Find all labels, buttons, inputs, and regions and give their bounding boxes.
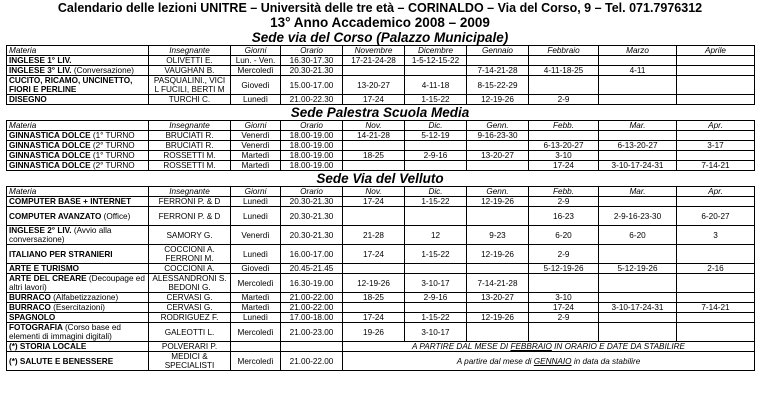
column-header: Febbraio xyxy=(529,46,599,56)
note-row xyxy=(7,352,755,371)
schedule-content xyxy=(0,30,760,371)
month-dates: 1-15-22 xyxy=(405,197,467,207)
month-dates xyxy=(405,264,467,274)
column-header: Giorni xyxy=(231,46,281,56)
teacher: VAUGHAN B. xyxy=(149,66,231,76)
note-text: A PARTIRE DAL MESE DI xyxy=(412,342,511,351)
day: Lunedì xyxy=(231,207,281,226)
time: 16.30-19.00 xyxy=(281,274,343,293)
month-dates: 3 xyxy=(677,226,755,245)
month-dates: 17-24 xyxy=(529,161,599,171)
month-dates xyxy=(677,56,755,66)
course-subtitle: (2° TURNO xyxy=(92,161,135,170)
course-name xyxy=(7,274,149,293)
month-dates: 7-14-21-28 xyxy=(467,66,529,76)
column-header: Giorni xyxy=(231,187,281,197)
day: Venerdì xyxy=(231,141,281,151)
day xyxy=(231,342,281,352)
month-dates: 12-19-26 xyxy=(467,197,529,207)
month-dates: 1-15-22 xyxy=(405,95,467,105)
course-subtitle: (1° TURNO xyxy=(92,151,135,160)
month-dates xyxy=(343,66,405,76)
month-dates: 3-10-17 xyxy=(405,274,467,293)
month-dates: 3-10-17 xyxy=(405,323,467,342)
teacher: COCCIONI A. FERRONI M. xyxy=(149,245,231,264)
month-dates xyxy=(467,207,529,226)
course-subtitle: (Office) xyxy=(103,211,131,221)
course-title: INGLESE 3° LIV. xyxy=(9,66,72,75)
column-header: Aprile xyxy=(677,46,755,56)
column-header: Dic. xyxy=(405,187,467,197)
section-title: Sede Palestra Scuola Media xyxy=(290,105,470,120)
course-title: FOTOGRAFIA xyxy=(9,323,63,332)
month-dates xyxy=(599,293,677,303)
month-dates xyxy=(599,131,677,141)
month-dates: 2-9 xyxy=(529,313,599,323)
table-row xyxy=(7,323,755,342)
teacher: POLVERARI P. xyxy=(149,342,231,352)
month-dates: 1-15-22 xyxy=(405,313,467,323)
month-dates xyxy=(677,313,755,323)
month-dates xyxy=(343,161,405,171)
course-name xyxy=(7,293,149,303)
month-dates xyxy=(677,197,755,207)
schedule-table xyxy=(6,45,755,105)
month-dates: 2-9-16-23-30 xyxy=(599,207,677,226)
month-dates: 13-20-27 xyxy=(467,151,529,161)
month-dates xyxy=(677,95,755,105)
month-dates: 3-10-17-24-31 xyxy=(599,161,677,171)
month-dates xyxy=(599,76,677,95)
month-dates: 3-10 xyxy=(529,293,599,303)
month-dates xyxy=(529,274,599,293)
month-dates xyxy=(467,141,529,151)
course-name xyxy=(7,207,149,226)
column-header: Genn. xyxy=(467,121,529,131)
month-dates: 12 xyxy=(405,226,467,245)
note-text: IN ORARIO E DATE DA STABILIRE xyxy=(551,342,685,351)
day: Lunedì xyxy=(231,197,281,207)
time: 20.30-21.30 xyxy=(281,66,343,76)
month-dates xyxy=(677,151,755,161)
teacher: OLIVETTI E. xyxy=(149,56,231,66)
month-dates: 9-16-23-30 xyxy=(467,131,529,141)
month-dates xyxy=(677,66,755,76)
table-row xyxy=(7,141,755,151)
course-name xyxy=(7,141,149,151)
time: 17.00-18.00 xyxy=(281,313,343,323)
course-title: INGLESE 2° LIV. xyxy=(9,226,72,235)
month-dates xyxy=(343,303,405,313)
table-row xyxy=(7,66,755,76)
course-title: SPAGNOLO xyxy=(9,313,56,322)
table-row xyxy=(7,274,755,293)
teacher: BRUCIATI R. xyxy=(149,141,231,151)
teacher: ROSSETTI M. xyxy=(149,161,231,171)
month-dates: 5-12-19-26 xyxy=(599,264,677,274)
course-title: ARTE DEL CREARE xyxy=(9,274,87,283)
day: Martedì xyxy=(231,161,281,171)
time: 21.00-22.00 xyxy=(281,303,343,313)
month-dates: 17-24 xyxy=(343,197,405,207)
time: 20.30-21.30 xyxy=(281,197,343,207)
course-title: ARTE E TURISMO xyxy=(9,264,80,273)
month-dates xyxy=(467,303,529,313)
column-header: Materia xyxy=(7,46,149,56)
month-dates: 14-21-28 xyxy=(343,131,405,141)
month-dates xyxy=(529,131,599,141)
month-dates xyxy=(599,245,677,264)
table-row xyxy=(7,245,755,264)
time: 18.00-19.00 xyxy=(281,161,343,171)
section-title: Sede Via del Velluto xyxy=(316,171,444,186)
month-dates: 19-26 xyxy=(343,323,405,342)
month-dates xyxy=(529,323,599,342)
time: 18.00-19.00 xyxy=(281,141,343,151)
course-name xyxy=(7,264,149,274)
day: Lunedì xyxy=(231,245,281,264)
month-dates xyxy=(599,95,677,105)
table-row xyxy=(7,161,755,171)
month-dates: 13-20-27 xyxy=(343,76,405,95)
time xyxy=(281,342,343,352)
month-dates: 9-23 xyxy=(467,226,529,245)
course-subtitle: (Corso base ed elementi di immagini digitali) xyxy=(9,323,121,341)
header-row xyxy=(7,187,755,197)
time: 18.00-19.00 xyxy=(281,151,343,161)
column-header: Dic. xyxy=(405,121,467,131)
course-name xyxy=(7,313,149,323)
table-row xyxy=(7,197,755,207)
month-dates: 1-5-12-15-22 xyxy=(405,56,467,66)
month-dates xyxy=(405,66,467,76)
month-dates: 18-25 xyxy=(343,151,405,161)
course-title: GINNASTICA DOLCE xyxy=(9,161,91,170)
time: 20.45-21.45 xyxy=(281,264,343,274)
month-dates: 3-10-17-24-31 xyxy=(599,303,677,313)
month-dates: 3-10 xyxy=(529,151,599,161)
course-name xyxy=(7,76,149,95)
course-subtitle: (Avvio alla conversazione) xyxy=(9,226,112,244)
title-line-2: 13° Anno Accademico 2008 – 2009 xyxy=(270,15,490,30)
day: Mercoledì xyxy=(231,323,281,342)
teacher: GALEOTTI L. xyxy=(149,323,231,342)
month-dates: 7-14-21-28 xyxy=(467,274,529,293)
teacher: SAMORY G. xyxy=(149,226,231,245)
column-header: Mar. xyxy=(599,187,677,197)
month-dates: 4-11-18-25 xyxy=(529,66,599,76)
month-dates xyxy=(343,264,405,274)
month-dates xyxy=(405,303,467,313)
month-dates xyxy=(599,151,677,161)
teacher: MEDICI & SPECIALISTI xyxy=(149,352,231,371)
column-header: Apr. xyxy=(677,121,755,131)
time: 18.00-19.00 xyxy=(281,131,343,141)
table-row xyxy=(7,56,755,66)
course-title: BURRACO xyxy=(9,293,51,302)
course-name xyxy=(7,323,149,342)
column-header: Gennaio xyxy=(467,46,529,56)
title-line-1: Calendario delle lezioni UNITRE – Università delle tre età – CORINALDO – Via del Corso, 9 – Tel. 071.7976312 xyxy=(57,1,703,15)
month-dates xyxy=(467,161,529,171)
course-name xyxy=(7,66,149,76)
course-title: GINNASTICA DOLCE xyxy=(9,131,91,140)
schedule-note xyxy=(343,342,755,352)
course-title: GINNASTICA DOLCE xyxy=(9,151,91,160)
day: Lunedì xyxy=(231,95,281,105)
course-subtitle: (Esercitazioni) xyxy=(53,303,106,312)
month-dates: 8-15-22-29 xyxy=(467,76,529,95)
column-header: Febb. xyxy=(529,187,599,197)
table-row xyxy=(7,95,755,105)
course-name xyxy=(7,161,149,171)
column-header: Novembre xyxy=(343,46,405,56)
course-title: COMPUTER BASE + INTERNET xyxy=(9,197,132,206)
month-dates xyxy=(677,76,755,95)
teacher: TURCHI C. xyxy=(149,95,231,105)
column-header: Mar. xyxy=(599,121,677,131)
table-row xyxy=(7,313,755,323)
month-dates xyxy=(343,207,405,226)
schedule-table xyxy=(6,186,755,371)
month-dates: 17-21-24-28 xyxy=(343,56,405,66)
column-header: Insegnante xyxy=(149,46,231,56)
day: Lun. - Ven. xyxy=(231,56,281,66)
column-header: Materia xyxy=(7,121,149,131)
month-dates xyxy=(529,56,599,66)
course-name xyxy=(7,151,149,161)
month-dates xyxy=(599,56,677,66)
teacher: FERRONI P. & D xyxy=(149,207,231,226)
month-dates: 13-20-27 xyxy=(467,293,529,303)
table-row xyxy=(7,264,755,274)
column-header: Marzo xyxy=(599,46,677,56)
month-dates xyxy=(677,274,755,293)
month-dates: 6-20 xyxy=(599,226,677,245)
note-text: A partire dal mese di xyxy=(456,356,534,366)
month-dates: 7-14-21 xyxy=(677,303,755,313)
time: 21.00-22.00 xyxy=(281,352,343,371)
course-title: BURRACO xyxy=(9,303,51,312)
month-dates: 5-12-19 xyxy=(405,131,467,141)
month-dates: 7-14-21 xyxy=(677,161,755,171)
course-name: (*) SALUTE E BENESSERE xyxy=(7,352,149,371)
month-dates xyxy=(405,141,467,151)
column-header: Materia xyxy=(7,187,149,197)
column-header: Orario xyxy=(281,121,343,131)
table-row xyxy=(7,207,755,226)
note-row xyxy=(7,342,755,352)
column-header: Genn. xyxy=(467,187,529,197)
month-dates: 12-19-26 xyxy=(467,313,529,323)
column-header: Insegnante xyxy=(149,121,231,131)
month-dates xyxy=(677,245,755,264)
column-header: Orario xyxy=(281,187,343,197)
month-dates: 21-28 xyxy=(343,226,405,245)
month-dates: 17-24 xyxy=(529,303,599,313)
table-row xyxy=(7,151,755,161)
day: Mercoledì xyxy=(231,274,281,293)
month-dates: 17-24 xyxy=(343,95,405,105)
course-name xyxy=(7,95,149,105)
table-row xyxy=(7,293,755,303)
month-dates xyxy=(599,313,677,323)
table-row xyxy=(7,131,755,141)
day: Venerdì xyxy=(231,226,281,245)
time: 20.30-21.30 xyxy=(281,207,343,226)
course-title: COMPUTER AVANZATO xyxy=(9,211,102,221)
month-dates: 17-24 xyxy=(343,313,405,323)
month-dates xyxy=(599,197,677,207)
month-dates xyxy=(599,323,677,342)
course-subtitle: (Conversazione) xyxy=(73,66,134,75)
month-dates: 2-9 xyxy=(529,245,599,264)
month-dates xyxy=(529,76,599,95)
course-title: CUCITO, RICAMO, UNCINETTO, FIORI E PERLINE xyxy=(9,76,133,94)
month-dates: 16-23 xyxy=(529,207,599,226)
month-dates: 2-9-16 xyxy=(405,151,467,161)
day: Lunedì xyxy=(231,313,281,323)
course-subtitle: (Decoupage ed altri lavori) xyxy=(9,274,145,292)
column-header: Apr. xyxy=(677,187,755,197)
column-header: Nov. xyxy=(343,187,405,197)
month-dates xyxy=(677,293,755,303)
table-row xyxy=(7,303,755,313)
month-dates: 4-11 xyxy=(599,66,677,76)
course-subtitle: (2° TURNO xyxy=(92,141,135,150)
time: 20.30-21.30 xyxy=(281,226,343,245)
course-title: ITALIANO PER STRANIERI xyxy=(9,249,113,259)
day: Martedì xyxy=(231,293,281,303)
month-dates: 6-13-20-27 xyxy=(529,141,599,151)
teacher: CERVASI G. xyxy=(149,303,231,313)
column-header: Nov. xyxy=(343,121,405,131)
course-name xyxy=(7,131,149,141)
course-title: GINNASTICA DOLCE xyxy=(9,141,91,150)
column-header: Giorni xyxy=(231,121,281,131)
time: 15.00-17.00 xyxy=(281,76,343,95)
month-dates: 6-20-27 xyxy=(677,207,755,226)
month-dates xyxy=(677,323,755,342)
time: 21.00-22.00 xyxy=(281,293,343,303)
month-dates xyxy=(343,141,405,151)
header-row xyxy=(7,46,755,56)
month-dates: 5-12-19-26 xyxy=(529,264,599,274)
time: 16.30-17.30 xyxy=(281,56,343,66)
month-dates: 2-9 xyxy=(529,95,599,105)
course-subtitle: (1° TURNO xyxy=(92,131,135,140)
day: Giovedì xyxy=(231,76,281,95)
month-dates: 4-11-18 xyxy=(405,76,467,95)
month-dates: 2-16 xyxy=(677,264,755,274)
course-name: (*) STORIA LOCALE xyxy=(7,342,149,352)
note-month: GENNAIO xyxy=(533,356,572,366)
teacher: FERRONI P. & D xyxy=(149,197,231,207)
month-dates: 2-9 xyxy=(529,197,599,207)
month-dates xyxy=(599,274,677,293)
month-dates: 6-13-20-27 xyxy=(599,141,677,151)
column-header: Dicembre xyxy=(405,46,467,56)
month-dates: 18-25 xyxy=(343,293,405,303)
schedule-note xyxy=(343,352,755,371)
month-dates: 3-17 xyxy=(677,141,755,151)
month-dates xyxy=(467,56,529,66)
section-title: Sede via del Corso (Palazzo Municipale) xyxy=(251,30,509,45)
month-dates: 1-15-22 xyxy=(405,245,467,264)
column-header: Orario xyxy=(281,46,343,56)
course-name xyxy=(7,56,149,66)
course-name xyxy=(7,197,149,207)
month-dates: 12-19-26 xyxy=(467,95,529,105)
note-text: in data da stabilire xyxy=(571,356,641,366)
time: 21.00-23.00 xyxy=(281,323,343,342)
month-dates xyxy=(677,131,755,141)
teacher: BRUCIATI R. xyxy=(149,131,231,141)
month-dates xyxy=(405,161,467,171)
course-title: DISEGNO xyxy=(9,95,47,104)
course-subtitle: (Alfabetizzazione) xyxy=(53,293,119,302)
note-month: FEBBRAIO xyxy=(510,342,552,351)
day: Martedì xyxy=(231,151,281,161)
month-dates xyxy=(467,264,529,274)
course-name xyxy=(7,245,149,264)
teacher: ROSSETTI M. xyxy=(149,151,231,161)
day: Venerdì xyxy=(231,131,281,141)
month-dates: 17-24 xyxy=(343,245,405,264)
teacher: COCCIONI A. xyxy=(149,264,231,274)
header-row xyxy=(7,121,755,131)
course-name xyxy=(7,303,149,313)
month-dates: 6-20 xyxy=(529,226,599,245)
column-header: Febb. xyxy=(529,121,599,131)
day: Mercoledì xyxy=(231,352,281,371)
month-dates: 2-9-16 xyxy=(405,293,467,303)
table-row xyxy=(7,226,755,245)
teacher: ALESSANDRONI S. BEDONI G. xyxy=(149,274,231,293)
teacher: PASQUALINI., VICI L FUCILI, BERTI M xyxy=(149,76,231,95)
course-name xyxy=(7,226,149,245)
table-row xyxy=(7,76,755,95)
month-dates: 12-19-26 xyxy=(467,245,529,264)
teacher: RODRIGUEZ F. xyxy=(149,313,231,323)
day: Martedì xyxy=(231,303,281,313)
time: 16.00-17.00 xyxy=(281,245,343,264)
time: 21.00-22.30 xyxy=(281,95,343,105)
month-dates xyxy=(467,323,529,342)
month-dates: 12-19-26 xyxy=(343,274,405,293)
month-dates xyxy=(405,207,467,226)
course-title: INGLESE 1° LIV. xyxy=(9,56,72,65)
day: Giovedì xyxy=(231,264,281,274)
teacher: CERVASI G. xyxy=(149,293,231,303)
column-header: Insegnante xyxy=(149,187,231,197)
day: Mercoledì xyxy=(231,66,281,76)
schedule-table xyxy=(6,120,755,171)
